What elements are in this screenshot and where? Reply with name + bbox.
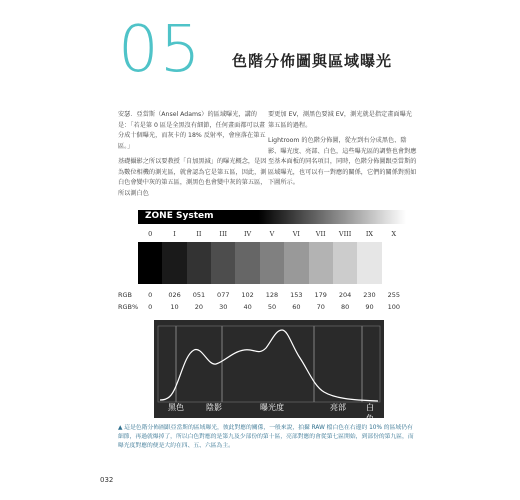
rgb-percent-value: 80 [340,303,350,311]
zone-swatch [235,242,260,284]
rgb-value: 0 [148,291,153,299]
histogram-labels [154,402,384,423]
rgb-value: 026 [168,291,181,299]
rgb-percent-value: 10 [170,303,179,311]
zone-system-title: ZONE System [145,211,214,221]
body-paragraph: 安瑟．亞當斯（Ansel Adams）的區域曝光，講的是：「若是第 0 區是全黑沒有細節，任何畫面都可以畫分成十個曝光，而灰卡的 18% 反射率，會座落在第五區。」 [118,111,266,150]
zone-swatch [284,242,309,284]
zone-roman-numeral: IV [243,230,252,238]
rgb-value: 204 [338,291,352,299]
rgb-percent-value: 60 [292,303,301,311]
rgb-percent-value: 40 [243,303,252,311]
rgb-value: 077 [217,291,230,299]
rgb-value: 051 [192,291,206,299]
rgb-percent-label: RGB% [118,303,139,311]
zone-swatch [138,242,163,284]
rgb-percent-value: 100 [387,303,401,311]
zone-swatch [309,242,334,284]
histogram-label: 白色 [366,403,374,423]
zone-roman-numeral: IX [365,230,374,238]
histogram-label: 陰影 [206,403,222,412]
figure-caption: ▲ 這是色階分佈圖跟亞當斯的區域曝光，彼此對應的關係，一般來說，拍攝 RAW 檔白色在右邊約 10% 的區域仍有細節，再過就爆掉了，所以白色對應的是第九及少部份的第十區，亮部對應的會從第七區開始，到部份的第九區，而曝光度對應的便是大約在四、五、六區為主。 [118,425,414,449]
histogram-curve [160,330,378,401]
rgb-value: 255 [387,291,401,299]
body-column-right [268,110,418,194]
zone-roman-numeral: VII [315,230,326,238]
rgb-percent-value: 20 [194,303,204,311]
rgb-percent-value: 50 [267,303,277,311]
rgb-percent-row [118,303,418,313]
zone-roman-numerals [138,230,406,240]
zone-roman-numeral: VI [292,230,300,238]
body-paragraph: Lightroom 的色階分佈圖，從左到右分成黑色、陰影、曝光度、亮部、白色，這些曝光區的調整也會對應至基本面板的同名項目，同時，色階分佈圖跟亞當斯的區域曝光，也可以有一對應的關係，它們的關係對照如下圖所示。 [268,137,417,186]
histogram-label: 黑色 [168,403,184,412]
zone-swatch [382,242,407,284]
body-paragraph: 要更加 EV，測黑色要減 EV，測光就是指定畫面曝光第五區的過程。 [268,111,412,129]
zone-swatch [162,242,187,284]
zone-roman-numeral: X [391,230,397,238]
zone-swatch [211,242,236,284]
body-column-left [118,110,268,204]
rgb-value: 179 [314,291,327,299]
zone-roman-numeral: V [269,230,275,238]
histogram-label: 曝光度 [260,403,284,412]
rgb-value: 128 [265,291,279,299]
rgb-label: RGB [118,291,133,299]
histogram-label: 亮部 [330,403,346,412]
zone-roman-numeral: VIII [338,230,352,238]
zone-swatch [187,242,212,284]
rgb-percent-value: 90 [365,303,374,311]
rgb-value: 102 [241,291,254,299]
zone-swatches [138,242,406,284]
chapter-title: 色階分佈圖與區域曝光 [232,52,393,70]
zone-swatch [260,242,285,284]
zone-swatch [357,242,382,284]
zone-roman-numeral: I [173,230,176,238]
chapter-number: 05 [118,13,202,87]
rgb-percent-value: 0 [148,303,153,311]
zone-swatch [333,242,358,284]
body-paragraph: 基礎攝影之所以要教授「自加黑減」的曝光概念，是因為數位相機的測光區，就會認為它是第五區，因此，測白色會變中灰的第五區，測黑色也會變中灰的第五區，所以測白色 [118,158,267,197]
zone-roman-numeral: II [196,230,202,238]
rgb-value: 230 [363,291,376,299]
rgb-percent-value: 30 [219,303,228,311]
zone-roman-numeral: 0 [148,230,153,238]
page-number: 032 [100,476,114,484]
zone-roman-numeral: III [219,230,228,238]
rgb-values-row [118,291,418,301]
rgb-percent-value: 70 [316,303,325,311]
rgb-value: 153 [290,291,303,299]
